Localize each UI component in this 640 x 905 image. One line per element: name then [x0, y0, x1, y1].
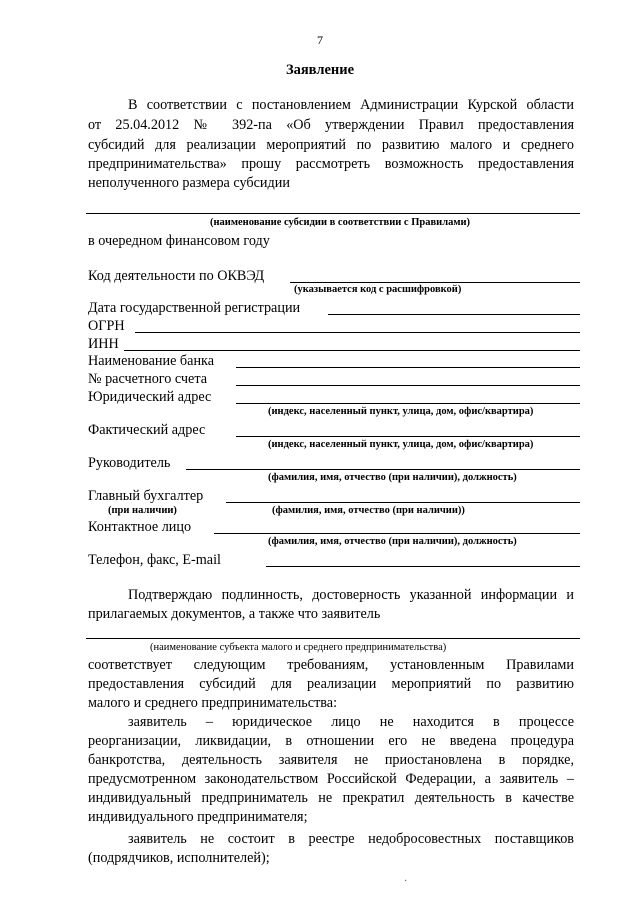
page-number: 7 — [317, 33, 323, 47]
actual-address-caption: (индекс, населенный пункт, улица, дом, офис/квартира) — [268, 439, 534, 450]
head-label: Руководитель — [88, 455, 171, 471]
okved-caption: (указывается код с расшифровкой) — [294, 284, 462, 295]
footer-mark: · — [404, 876, 408, 887]
ogrn-label: ОГРН — [88, 318, 125, 334]
intro-line-2: от 25.04.2012 № 392-па «Об утверждении Правил предоставления — [88, 117, 574, 133]
confirm-line-2: прилагаемых документов, а также что заявитель — [88, 606, 381, 622]
requirements-line-2: предоставления субсидий для реализации мероприятий по развитию — [88, 676, 574, 692]
okved-field[interactable] — [290, 282, 580, 283]
contact-label: Контактное лицо — [88, 519, 192, 535]
accountant-label: Главный бухгалтер — [88, 488, 204, 504]
contact-caption: (фамилия, имя, отчество (при наличии), должность) — [268, 536, 517, 547]
accountant-field[interactable] — [226, 502, 580, 503]
entity-caption: (наименование субъекта малого и среднего предпринимательства) — [150, 642, 447, 653]
fiscal-year-text: в очередном финансовом году — [88, 233, 270, 249]
req1-line-4: предусмотренном законодательством Российской Федерации, а заявитель – — [88, 771, 574, 787]
actual-address-label: Фактический адрес — [88, 422, 206, 438]
req2-line-1: заявитель не состоит в реестре недобросовестных поставщиков — [128, 831, 574, 847]
intro-line-1: В соответствии с постановлением Администрации Курской области — [128, 97, 574, 113]
head-caption: (фамилия, имя, отчество (при наличии), должность) — [268, 472, 517, 483]
bank-field[interactable] — [236, 367, 580, 368]
confirm-line-1: Подтверждаю подлинность, достоверность указанной информации и — [128, 587, 574, 603]
intro-line-5: неполученного размера субсидии — [88, 175, 290, 191]
legal-address-label: Юридический адрес — [88, 389, 212, 405]
legal-address-field[interactable] — [236, 403, 580, 404]
req1-line-2: реорганизации, ликвидации, в отношении его не введена процедура — [88, 733, 574, 749]
req1-line-5: индивидуальный предприниматель не прекратил деятельность в качестве — [88, 790, 574, 806]
reg-date-label: Дата государственной регистрации — [88, 300, 301, 316]
intro-line-4: предпринимательства» прошу рассмотреть возможность предоставления — [88, 156, 574, 172]
req1-line-3: банкротства, деятельность заявителя не приостановлена в порядке, — [88, 752, 574, 768]
intro-line-3: субсидий для реализации мероприятий по развитию малого и среднего — [88, 137, 574, 153]
requirements-line-1: соответствует следующим требованиям, установленным Правилами — [88, 657, 574, 673]
req1-line-1: заявитель – юридическое лицо не находится в процессе — [128, 714, 574, 730]
subsidy-name-field[interactable] — [86, 213, 580, 214]
head-field[interactable] — [186, 469, 580, 470]
inn-label: ИНН — [88, 336, 119, 352]
contact-field[interactable] — [214, 533, 580, 534]
legal-address-caption: (индекс, населенный пункт, улица, дом, офис/квартира) — [268, 406, 534, 417]
req2-line-2: (подрядчиков, исполнителей); — [88, 850, 270, 866]
reg-date-field[interactable] — [328, 314, 580, 315]
phone-field[interactable] — [266, 566, 580, 567]
requirements-line-3: малого и среднего предпринимательства: — [88, 695, 338, 711]
accountant-sub-label: (при наличии) — [108, 505, 177, 516]
req1-line-6: индивидуального предпринимателя; — [88, 809, 308, 825]
entity-name-field[interactable] — [86, 638, 580, 639]
account-field[interactable] — [236, 385, 580, 386]
account-label: № расчетного счета — [88, 371, 208, 387]
inn-field[interactable] — [124, 350, 580, 351]
accountant-caption: (фамилия, имя, отчество (при наличии)) — [272, 505, 465, 516]
subsidy-caption: (наименование субсидии в соответствии с Правилами) — [210, 217, 471, 228]
actual-address-field[interactable] — [236, 436, 580, 437]
ogrn-field[interactable] — [135, 332, 580, 333]
phone-label: Телефон, факс, E-mail — [88, 552, 221, 568]
okved-label: Код деятельности по ОКВЭД — [88, 268, 265, 284]
bank-label: Наименование банка — [88, 353, 215, 369]
page-title: Заявление — [285, 62, 355, 78]
